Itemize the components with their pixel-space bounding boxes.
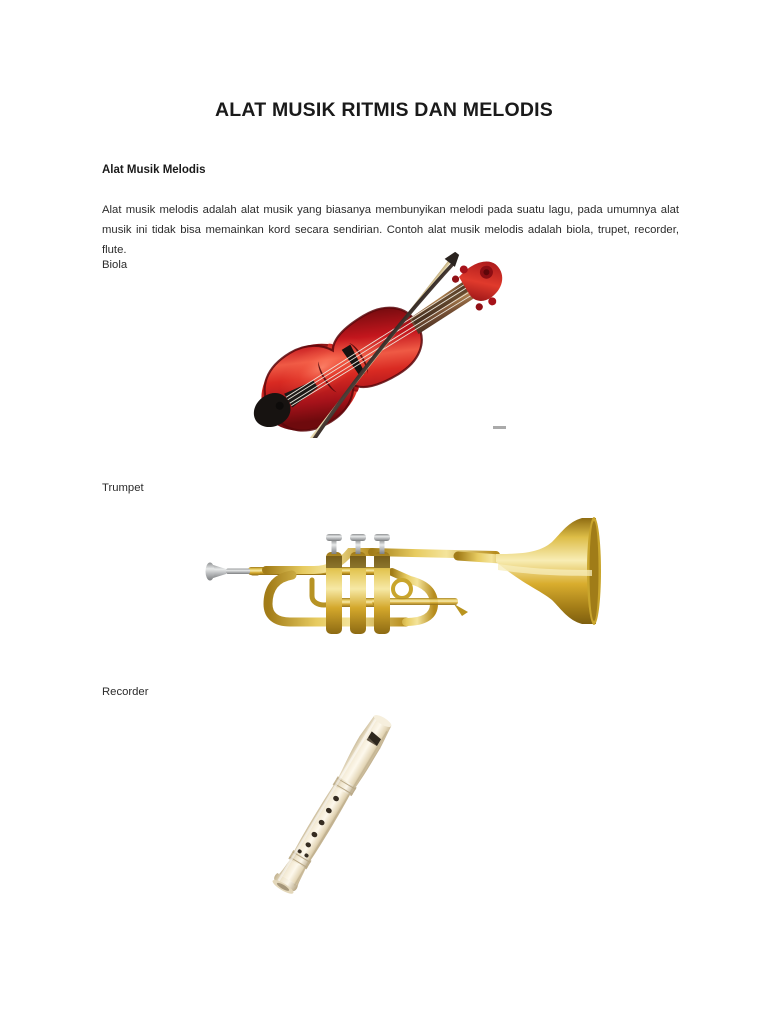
figure-violin bbox=[232, 252, 518, 438]
figure-caption-recorder: Recorder bbox=[102, 686, 149, 698]
recorder-illustration bbox=[258, 702, 410, 902]
figure-trumpet bbox=[196, 512, 602, 638]
figure-caption-biola: Biola bbox=[102, 259, 128, 271]
section-paragraph-melodis: Alat musik melodis adalah alat musik yang biasanya membunyikan melodi pada suatu lagu, pada umumnya alat musik ini tidak bisa memainkan kord secara sendirian. Contoh alat musik melodis adalah biola, trupet, recorder, flute. bbox=[102, 204, 679, 257]
section-heading-melodis: Alat Musik Melodis bbox=[102, 163, 206, 176]
figure-recorder bbox=[258, 702, 410, 902]
trumpet-illustration bbox=[196, 512, 602, 638]
violin-illustration bbox=[232, 252, 518, 438]
figure-caption-trumpet: Trumpet bbox=[102, 482, 144, 494]
violin-bow-tip-artifact bbox=[493, 426, 506, 429]
page-title: ALAT MUSIK RITMIS DAN MELODIS bbox=[214, 99, 553, 122]
